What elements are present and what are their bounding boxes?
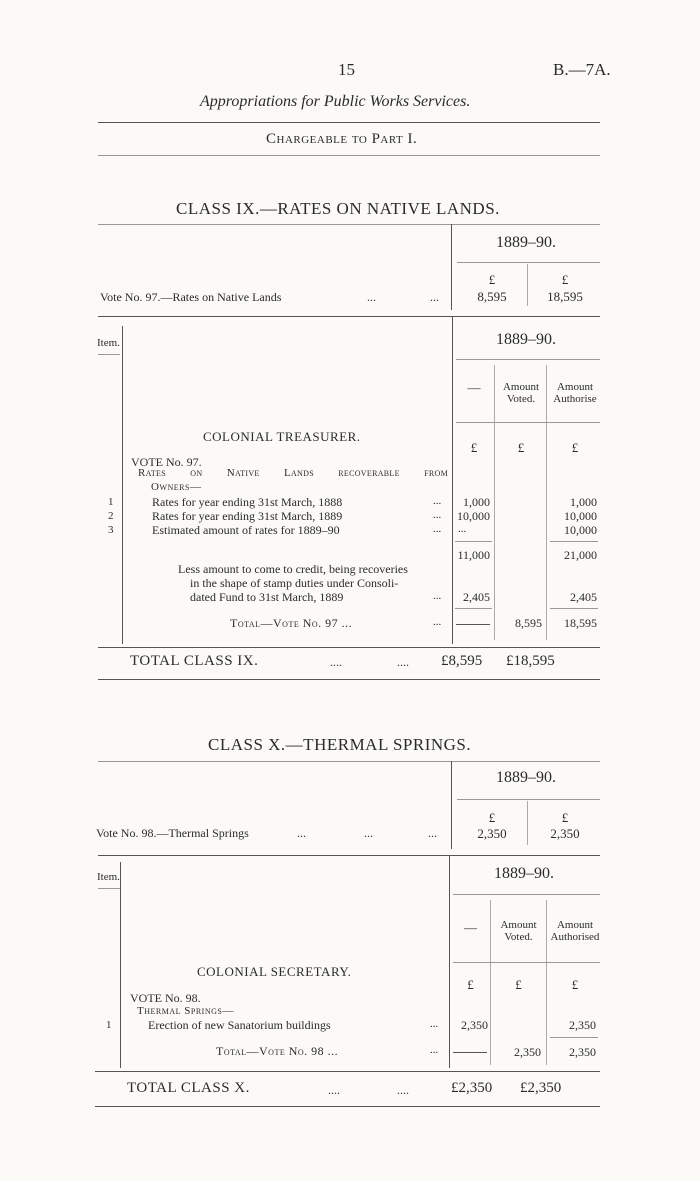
class-10-desc-col-line	[449, 855, 450, 1068]
class-9-item-1-dots: ...	[433, 495, 442, 507]
class-10-summary-top-rule	[98, 761, 600, 762]
class-10-currency-col1: £	[467, 977, 474, 992]
class-9-subhead-line2: Owners—	[151, 481, 202, 493]
class-10-grand-total-dots-1: ....	[328, 1083, 340, 1097]
class-9-item-3-dots: ...	[433, 523, 442, 535]
document-code: B.—7A.	[553, 60, 611, 79]
class-9-subhead-line1: Rates on Native Lands recoverable from	[138, 467, 448, 479]
class-10-grand-total-rule	[95, 1106, 600, 1107]
class-9-vote-total-col3: 18,595	[564, 616, 597, 630]
class-9-vote-total-label: Total—Vote No. 97 ...	[230, 616, 353, 630]
class-10-summary-divider	[451, 761, 452, 849]
class-9-grand-total-dots-1: ....	[330, 655, 342, 669]
class-10-item-header: Item.	[97, 871, 120, 883]
page-subtitle: Chargeable to Part I.	[266, 131, 418, 147]
class-10-item-1-number: 1	[106, 1019, 112, 1031]
class-9-vote-number: VOTE No. 97.	[131, 455, 202, 469]
class-9-col3-header-line1: Amount	[556, 381, 594, 393]
class-10-vote-total-dots: ...	[430, 1044, 439, 1056]
class-9-summary-bottom-rule	[98, 316, 600, 317]
class-9-summary-year: 1889–90.	[496, 234, 556, 251]
class-10-summary-year: 1889–90.	[496, 769, 556, 786]
class-10-item-1-dots: ...	[430, 1018, 439, 1030]
class-10-detail-year-rule	[453, 894, 600, 895]
class-9-summary-pound-2: £	[561, 272, 569, 287]
class-10-summary-dots-3: ...	[428, 826, 437, 840]
class-9-currency-col1: £	[470, 440, 478, 455]
class-9-vote-label: Vote No. 97.—Rates on Native Lands	[100, 290, 282, 304]
class-9-item-header: Item.	[97, 337, 120, 349]
class-9-col3-line	[546, 365, 547, 640]
class-9-col1-header: —	[467, 380, 481, 395]
class-9-less-dots: ...	[433, 590, 442, 602]
class-9-item-3-number: 3	[108, 524, 114, 536]
class-10-item-header-rule	[98, 888, 120, 889]
class-10-grand-total-dots-2: ....	[397, 1083, 409, 1097]
class-10-summary-year-rule	[457, 799, 600, 800]
class-9-currency-col3: £	[571, 440, 579, 455]
class-9-summary-dots-2: ...	[430, 290, 439, 304]
class-10-total-rule-col3	[550, 1037, 598, 1038]
class-9-item-1-col3: 1,000	[570, 495, 597, 509]
class-10-col3-header-line2: Authorised	[550, 931, 600, 943]
class-9-item-3-col3: 10,000	[564, 523, 597, 537]
class-10-vote-number: VOTE No. 98.	[130, 991, 201, 1005]
class-9-vote-total-dots: ...	[433, 616, 442, 628]
class-10-subhead: Thermal Springs—	[137, 1005, 234, 1017]
class-10-summary-dots-2: ...	[364, 826, 373, 840]
class-9-vote-total-dash	[456, 624, 490, 625]
class-9-summary-divider	[451, 224, 452, 310]
class-10-col3-header-line1: Amount	[556, 919, 594, 931]
class-9-col2-header-line2: Voted.	[506, 393, 536, 405]
class-10-col-header-rule	[453, 962, 600, 963]
class-9-grand-total-amount-2: £18,595	[506, 653, 555, 669]
class-9-item-1-number: 1	[108, 496, 114, 508]
class-9-summary-dots-1: ...	[367, 290, 376, 304]
class-9-less-line1: Less amount to come to credit, being recoveries	[178, 562, 408, 576]
class-9-grand-total-amount-1: £8,595	[441, 653, 483, 669]
page-number: 15	[338, 60, 355, 79]
page-title: Appropriations for Public Works Services.	[200, 93, 471, 110]
class-10-currency-col3: £	[571, 977, 579, 992]
class-10-item-1-desc: Erection of new Sanatorium buildings	[148, 1018, 331, 1032]
class-9-summary-year-rule	[457, 262, 600, 263]
header-rule	[98, 122, 600, 123]
subtitle-rule	[98, 155, 600, 156]
class-10-vote-total-dash	[453, 1052, 487, 1053]
class-9-department: COLONIAL TREASURER.	[203, 429, 361, 444]
class-9-subtotal-col1: 11,000	[457, 548, 490, 562]
class-9-currency-col2: £	[517, 440, 525, 455]
class-9-vote-total-col2: 8,595	[515, 616, 542, 630]
class-9-col-header-rule	[456, 422, 600, 423]
class-9-detail-year: 1889–90.	[496, 331, 556, 348]
class-9-item-2-number: 2	[108, 510, 114, 522]
class-10-col2-header-line1: Amount	[500, 919, 537, 931]
class-10-summary-pound-2: £	[561, 810, 569, 825]
class-9-less-col3: 2,405	[570, 590, 597, 604]
class-9-item-2-col1: 10,000	[457, 509, 490, 523]
class-10-summary-col-divider	[527, 801, 528, 845]
class-10-detail-year: 1889–90.	[494, 865, 554, 882]
class-9-less-line3: dated Fund to 31st March, 1889	[190, 590, 344, 604]
class-9-less-line2: in the shape of stamp duties under Consoli-	[190, 576, 399, 590]
class-10-grand-total-label: TOTAL CLASS X.	[127, 1080, 250, 1096]
class-10-currency-col2: £	[515, 977, 522, 992]
class-9-subtotal-col3: 21,000	[564, 548, 597, 562]
class-9-summary-pound-1: £	[488, 272, 496, 287]
class-10-grand-total-amount-2: £2,350	[520, 1080, 562, 1096]
class-10-summary-pound-1: £	[488, 810, 496, 825]
class-10-summary-dots-1: ...	[297, 826, 306, 840]
class-9-subtotal-rule-col3	[550, 541, 598, 542]
class-10-vote-total-col2: 2,350	[514, 1045, 541, 1059]
class-9-table-bottom-rule	[98, 647, 600, 648]
class-9-summary-amount-1: 8,595	[477, 289, 507, 304]
class-10-item-col-line	[120, 862, 121, 1068]
class-10-summary-amount-2: 2,350	[550, 826, 580, 841]
class-9-subtotal-rule-col1	[455, 541, 492, 542]
class-9-item-3-desc: Estimated amount of rates for 1889–90	[152, 523, 340, 537]
class-10-col2-header-line2: Voted.	[504, 931, 533, 943]
class-9-grand-total-rule	[98, 679, 600, 680]
class-9-item-col-line	[122, 326, 123, 644]
class-9-summary-top-rule	[98, 224, 600, 225]
class-9-less-col1: 2,405	[463, 590, 490, 604]
class-9-item-2-dots: ...	[433, 509, 442, 521]
class-9-item-2-col3: 10,000	[564, 509, 597, 523]
class-10-department: COLONIAL SECRETARY.	[197, 964, 352, 979]
class-9-total-rule-col3	[550, 608, 598, 609]
class-10-vote-total-col3: 2,350	[569, 1045, 596, 1059]
class-10-title: CLASS X.—THERMAL SPRINGS.	[208, 735, 472, 754]
class-10-item-1-col3: 2,350	[569, 1018, 596, 1032]
class-10-col2-line	[490, 900, 491, 1065]
class-9-summary-amount-2: 18,595	[547, 289, 583, 304]
class-9-grand-total-dots-2: ....	[397, 655, 409, 669]
class-10-summary-bottom-rule	[98, 855, 600, 856]
class-10-vote-label: Vote No. 98.—Thermal Springs	[96, 826, 249, 840]
class-9-col2-header-line1: Amount	[502, 381, 540, 393]
class-9-item-1-desc: Rates for year ending 31st March, 1888	[152, 495, 343, 509]
class-9-item-3-col1: ...	[458, 523, 467, 535]
class-9-item-header-rule	[98, 354, 120, 355]
class-10-item-1-col1: 2,350	[461, 1018, 488, 1032]
class-10-summary-amount-1: 2,350	[477, 826, 507, 841]
class-9-summary-col-divider	[527, 264, 528, 306]
class-9-item-2-desc: Rates for year ending 31st March, 1889	[152, 509, 343, 523]
class-9-detail-year-rule	[456, 359, 600, 360]
class-9-grand-total-label: TOTAL CLASS IX.	[130, 653, 259, 669]
class-9-col3-header-line2: Authorise	[553, 393, 597, 405]
class-9-title: CLASS IX.—RATES ON NATIVE LANDS.	[176, 199, 500, 218]
class-9-col2-line	[494, 365, 495, 640]
class-9-item-1-col1: 1,000	[463, 495, 490, 509]
class-10-col1-header: —	[464, 920, 477, 935]
class-9-total-rule-col1	[455, 608, 492, 609]
class-10-grand-total-amount-1: £2,350	[451, 1080, 493, 1096]
class-10-vote-total-label: Total—Vote No. 98 ...	[216, 1044, 339, 1058]
class-10-table-bottom-rule	[95, 1071, 600, 1072]
